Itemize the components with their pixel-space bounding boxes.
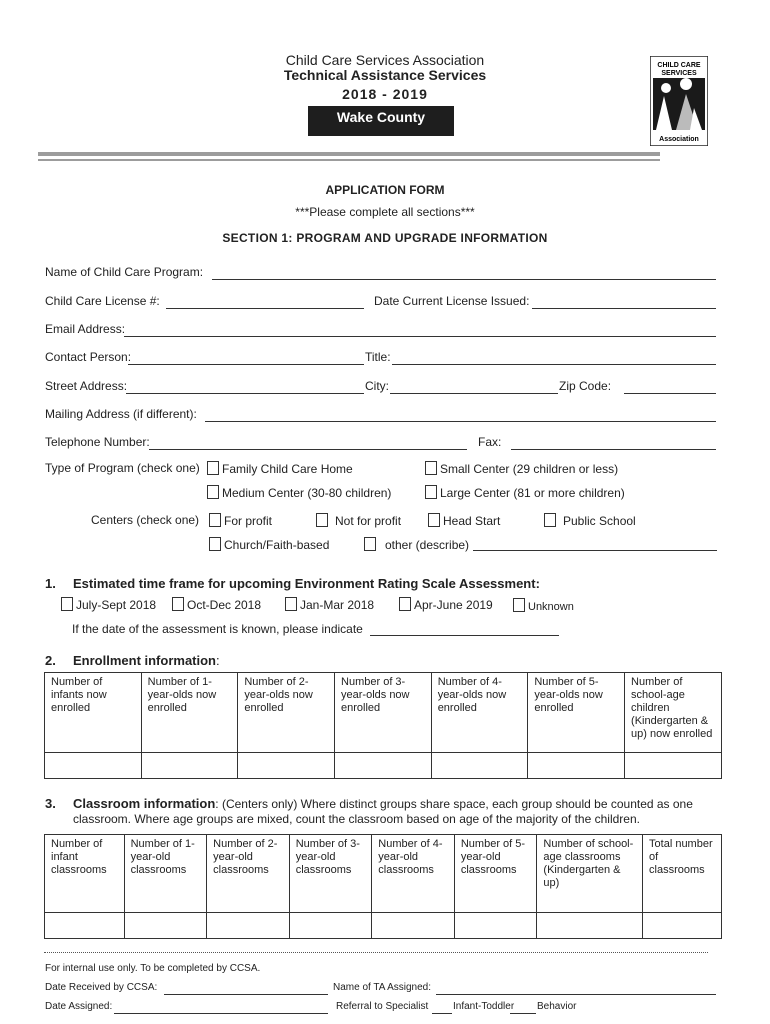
header-rule <box>38 152 660 156</box>
ta-name-field[interactable] <box>436 994 716 995</box>
option-large-center[interactable]: Large Center (81 or more children) <box>425 485 625 500</box>
table-header-cell: Number of 5-year-olds now enrolled <box>528 673 625 753</box>
table-header-cell: Number of school-age classrooms (Kindergarten & up) <box>537 835 643 913</box>
logo-text-1: CHILD CARE <box>657 62 701 69</box>
street-label: Street Address: <box>45 379 128 393</box>
q2-number: 2. <box>45 653 56 668</box>
table-input-cell[interactable] <box>454 913 537 939</box>
title-field[interactable] <box>392 364 716 365</box>
title-label: Title: <box>365 350 391 364</box>
table-header-cell: Number of infant classrooms <box>45 835 125 913</box>
table-input-cell[interactable] <box>372 913 455 939</box>
option-medium-center[interactable]: Medium Center (30-80 children) <box>207 485 391 500</box>
q3-desc: classroom. Where age groups are mixed, count the classroom based on age of the majority of the children. <box>73 812 640 826</box>
form-title: APPLICATION FORM <box>325 183 445 197</box>
infant-toddler-field[interactable] <box>432 1013 452 1014</box>
ccsa-logo <box>650 56 708 146</box>
header-rule-thin <box>38 159 660 161</box>
q2-title: Enrollment information: <box>73 653 220 668</box>
program-name-label: Name of Child Care Program: <box>45 265 204 279</box>
phone-field[interactable] <box>149 449 467 450</box>
table-input-cell[interactable] <box>431 753 528 779</box>
date-received-label: Date Received by CCSA: <box>45 982 158 993</box>
contact-field[interactable] <box>128 364 364 365</box>
q3-number: 3. <box>45 796 56 811</box>
contact-label: Contact Person: <box>45 350 132 364</box>
table-header-cell: Number of 4-year-old classrooms <box>372 835 455 913</box>
option-family-home[interactable]: Family Child Care Home <box>207 461 353 476</box>
program-year: 2018 - 2019 <box>342 86 428 102</box>
table-input-cell[interactable] <box>141 753 238 779</box>
option-oct-dec[interactable]: Oct-Dec 2018 <box>172 597 261 612</box>
enrollment-table <box>44 672 722 779</box>
table-input-cell[interactable] <box>207 913 290 939</box>
date-assigned-field[interactable] <box>114 1013 328 1014</box>
checkbox[interactable] <box>316 513 328 527</box>
referral-label: Referral to Specialist <box>336 1001 429 1012</box>
checkbox[interactable] <box>364 537 376 551</box>
checkbox[interactable] <box>425 485 437 499</box>
program-name: Technical Assistance Services <box>283 67 487 83</box>
option-unknown[interactable]: Unknown <box>513 598 574 613</box>
infant-toddler-label: Infant-Toddler <box>453 1001 515 1012</box>
checkbox[interactable] <box>207 485 219 499</box>
table-input-cell[interactable] <box>335 753 432 779</box>
internal-note: For internal use only. To be completed by CCSA. <box>45 963 261 974</box>
county-badge: Wake County <box>308 106 454 136</box>
classroom-table <box>44 834 722 939</box>
table-input-cell[interactable] <box>289 913 372 939</box>
q1-title: Estimated time frame for upcoming Environment Rating Scale Assessment: <box>73 576 540 591</box>
fax-field[interactable] <box>511 449 716 450</box>
option-jan-mar[interactable]: Jan-Mar 2018 <box>285 597 374 612</box>
table-header-cell: Number of infants now enrolled <box>45 673 142 753</box>
option-other[interactable]: other (describe) <box>364 537 469 552</box>
program-type-label: Type of Program (check one) <box>45 461 200 475</box>
license-field[interactable] <box>166 308 364 309</box>
logo-text-2: SERVICES <box>661 70 697 77</box>
checkbox[interactable] <box>209 537 221 551</box>
table-input-cell[interactable] <box>45 913 125 939</box>
license-date-label: Date Current License Issued: <box>374 294 530 308</box>
table-header-cell: Number of 1-year-olds now enrolled <box>141 673 238 753</box>
table-header-row <box>45 835 722 913</box>
city-field[interactable] <box>390 393 558 394</box>
table-header-cell: Number of 5-year-old classrooms <box>454 835 537 913</box>
table-input-cell[interactable] <box>528 753 625 779</box>
license-label: Child Care License #: <box>45 294 160 308</box>
table-header-cell: Number of 2-year-olds now enrolled <box>238 673 335 753</box>
table-header-cell: Number of 1-year-old classrooms <box>124 835 207 913</box>
table-input-cell[interactable] <box>45 753 142 779</box>
email-field[interactable] <box>124 336 716 337</box>
checkbox[interactable] <box>425 461 437 475</box>
option-not-for-profit[interactable]: Not for profit <box>316 513 401 528</box>
checkbox[interactable] <box>544 513 556 527</box>
checkbox[interactable] <box>172 597 184 611</box>
checkbox[interactable] <box>61 597 73 611</box>
table-header-cell: Total number of classrooms <box>643 835 722 913</box>
mailing-field[interactable] <box>205 421 716 422</box>
option-head-start[interactable]: Head Start <box>428 513 500 528</box>
option-apr-june[interactable]: Apr-June 2019 <box>399 597 493 612</box>
table-input-cell[interactable] <box>643 913 722 939</box>
cut-line <box>44 952 708 953</box>
logo-text-3: Association <box>659 136 699 143</box>
license-date-field[interactable] <box>532 308 716 309</box>
other-describe-field[interactable] <box>473 550 717 551</box>
q3-heading: Classroom information: (Centers only) Where distinct groups share space, each group should be counted as one <box>73 796 693 811</box>
behavior-field[interactable] <box>510 1013 536 1014</box>
assessment-date-field[interactable] <box>370 635 559 636</box>
date-assigned-label: Date Assigned: <box>45 1001 113 1012</box>
checkbox[interactable] <box>285 597 297 611</box>
table-header-cell: Number of school-age children (Kindergarten & up) now enrolled <box>625 673 722 753</box>
street-field[interactable] <box>126 393 364 394</box>
table-input-cell[interactable] <box>537 913 643 939</box>
checkbox[interactable] <box>209 513 221 527</box>
table-input-cell[interactable] <box>238 753 335 779</box>
checkbox[interactable] <box>207 461 219 475</box>
phone-label: Telephone Number: <box>45 435 150 449</box>
table-input-cell[interactable] <box>625 753 722 779</box>
q1-date-note: If the date of the assessment is known, please indicate <box>72 622 363 636</box>
table-header-row <box>45 673 722 753</box>
program-name-field[interactable] <box>212 279 716 280</box>
table-input-cell[interactable] <box>124 913 207 939</box>
checkbox[interactable] <box>428 513 440 527</box>
table-header-cell: Number of 3-year-olds now enrolled <box>335 673 432 753</box>
table-header-cell: Number of 3-year-old classrooms <box>289 835 372 913</box>
date-received-field[interactable] <box>164 994 328 995</box>
behavior-label: Behavior <box>537 1001 577 1012</box>
option-july-sept[interactable]: July-Sept 2018 <box>61 597 156 612</box>
option-public-school[interactable]: Public School <box>544 513 636 528</box>
zip-field[interactable] <box>624 393 716 394</box>
checkbox[interactable] <box>513 598 525 612</box>
form-note: ***Please complete all sections*** <box>295 205 475 219</box>
mailing-label: Mailing Address (if different): <box>45 407 197 421</box>
checkbox[interactable] <box>399 597 411 611</box>
option-for-profit[interactable]: For profit <box>209 513 272 528</box>
ta-name-label: Name of TA Assigned: <box>333 982 432 993</box>
option-small-center[interactable]: Small Center (29 children or less) <box>425 461 618 476</box>
zip-label: Zip Code: <box>559 379 612 393</box>
fax-label: Fax: <box>478 435 502 449</box>
city-label: City: <box>365 379 389 393</box>
table-header-cell: Number of 2-year-old classrooms <box>207 835 290 913</box>
centers-label: Centers (check one) <box>91 513 200 527</box>
organization-name: Child Care Services Association <box>285 52 485 68</box>
q1-number: 1. <box>45 576 56 591</box>
table-row <box>45 753 722 779</box>
section-title: SECTION 1: PROGRAM AND UPGRADE INFORMATION <box>222 231 548 245</box>
option-church[interactable]: Church/Faith-based <box>209 537 329 552</box>
email-label: Email Address: <box>45 322 126 336</box>
table-row <box>45 913 722 939</box>
table-header-cell: Number of 4-year-olds now enrolled <box>431 673 528 753</box>
